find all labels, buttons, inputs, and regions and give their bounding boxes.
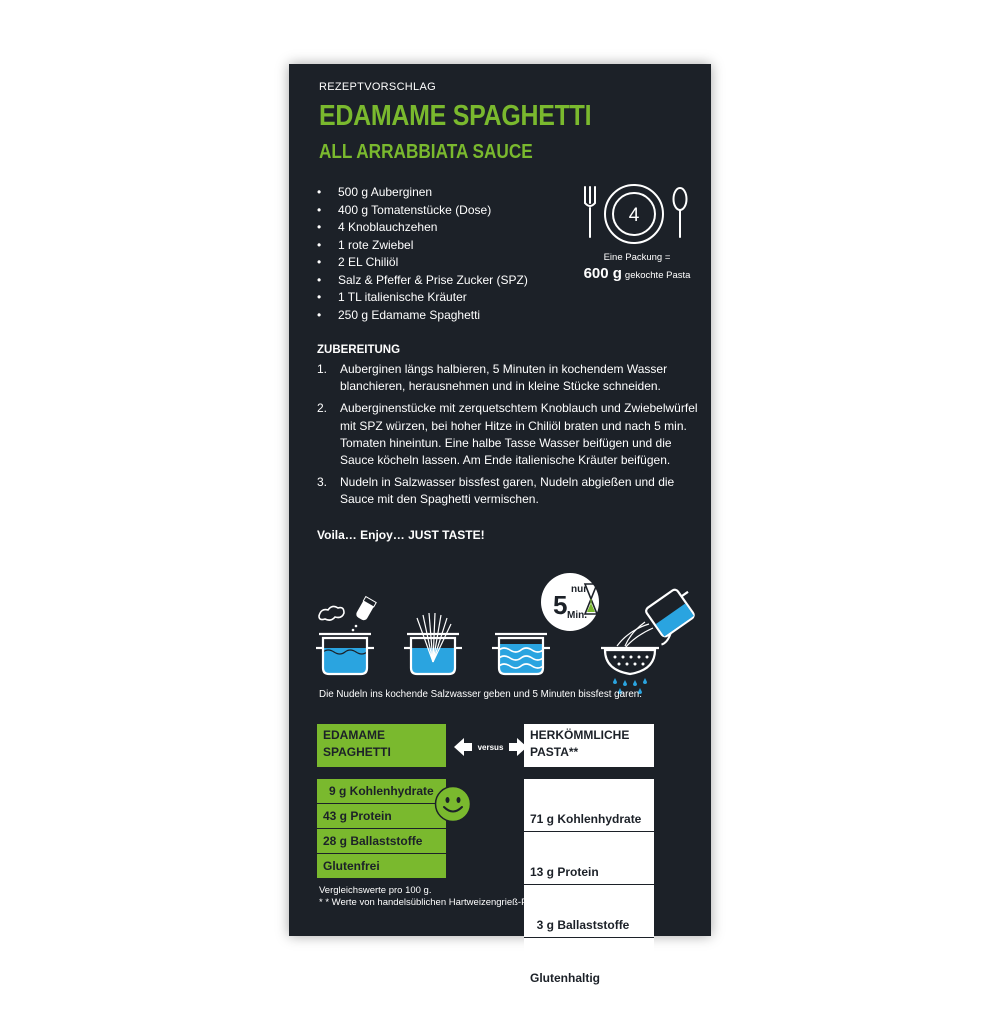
pasta-pot-icon (404, 613, 462, 678)
pack-amount: 600 g (583, 265, 622, 282)
pack-unit: gekochte Pasta (624, 270, 691, 281)
step-text: Auberginenstücke mit zerquetschtem Knoblauch und Zwiebelwürfel mit SPZ würzen, bei hoher Hitze in Chiliöl braten und nach 5 min. Tomaten hineintun. Eine halbe Tasse Wasser beifügen und die Sauce köcheln lassen. Am Ende italienische Kräuter beifügen. (340, 401, 698, 468)
preparation-heading: ZUBEREITUNG (317, 344, 401, 356)
step-number: 2. (317, 401, 328, 416)
timer-top-label: nur (571, 584, 588, 595)
edamame-row-fiber: 28 g Ballaststoffe (317, 829, 446, 854)
edamame-row-carbs: 9 g Kohlenhydrate (317, 779, 446, 804)
step-item (317, 361, 702, 395)
versus-arrow (452, 736, 529, 758)
edamame-row-protein: 43 g Protein (317, 804, 446, 829)
recipe-eyebrow: REZEPTVORSCHLAG (319, 81, 436, 93)
preparation-steps (317, 361, 702, 514)
timer-number: 5 (553, 590, 568, 620)
ingredient-item: • 2 EL Chiliöl (317, 254, 528, 272)
step-item (317, 400, 702, 469)
pasta-row-protein: 13 g Protein (524, 860, 654, 885)
pack-label: Eine Packung = (603, 252, 671, 263)
smiley-icon (434, 785, 472, 823)
pack-info (579, 265, 695, 283)
timer-bottom-label: Min. (567, 610, 587, 621)
ingredient-list (317, 184, 528, 324)
ingredient-item: • Salz & Pfeffer & Prise Zucker (SPZ) (317, 272, 528, 290)
ingredient-item: • 1 rote Zwiebel (317, 237, 528, 255)
ingredient-item: • 500 g Auberginen (317, 184, 528, 202)
pasta-row-carbs: 71 g Kohlenhydrate (524, 807, 654, 832)
pasta-title-line-2: PASTA** (530, 745, 579, 759)
edamame-title-line-1: EDAMAME (323, 728, 385, 742)
cooking-pot-icon (492, 634, 550, 678)
ingredient-item: • 250 g Edamame Spaghetti (317, 307, 528, 325)
footnote (319, 885, 548, 909)
edamame-title-line-2: SPAGHETTI (323, 745, 391, 759)
step-number: 1. (317, 362, 328, 376)
colander-icon (601, 622, 659, 694)
cooking-illustration (309, 570, 699, 695)
closing-line: Voila… Enjoy… JUST TASTE! (317, 528, 485, 542)
pasta-title-line-1: HERKÖMMLICHE (530, 728, 630, 742)
edamame-header-box (317, 724, 446, 767)
edamame-nutrition-table (317, 779, 446, 878)
step-text: Nudeln in Salzwasser bissfest garen, Nudeln abgießen und die Sauce mit den Spaghetti vermischen. (340, 475, 675, 507)
edamame-row-gluten: Glutenfrei (323, 859, 380, 873)
step-text: Auberginen längs halbieren, 5 Minuten in kochendem Wasser blanchieren, herausnehmen und in kleine Stücke schneiden. (340, 362, 668, 394)
pasta-header-box (524, 724, 654, 767)
pasta-row-fiber: 3 g Ballaststoffe (524, 913, 654, 938)
recipe-card (289, 64, 711, 985)
step-item (317, 474, 702, 508)
salt-shaker-icon (355, 597, 376, 622)
ingredient-item: • 4 Knoblauchzehen (317, 219, 528, 237)
footnote-line-2: * * Werte von handelsüblichen Hartweizengrieß-Pasta. (319, 897, 548, 908)
cooking-caption: Die Nudeln ins kochende Salzwasser geben und 5 Minuten bissfest garen. (319, 689, 642, 700)
recipe-title: EDAMAME SPAGHETTI (319, 100, 592, 132)
pasta-row-gluten: Glutenhaltig (530, 971, 600, 985)
step-number: 3. (317, 475, 328, 490)
recipe-subtitle: ALL ARRABBIATA SAUCE (319, 141, 533, 163)
ingredient-item: • 400 g Tomatenstücke (Dose) (317, 202, 528, 220)
pouring-pot-icon (640, 584, 699, 645)
footnote-line-1: Vergleichswerte pro 100 g. (319, 885, 432, 896)
servings-count: 4 (628, 205, 640, 226)
ingredient-item: • 1 TL italienische Kräuter (317, 289, 528, 307)
timer-badge-icon (541, 573, 599, 631)
versus-label: versus (477, 743, 504, 752)
